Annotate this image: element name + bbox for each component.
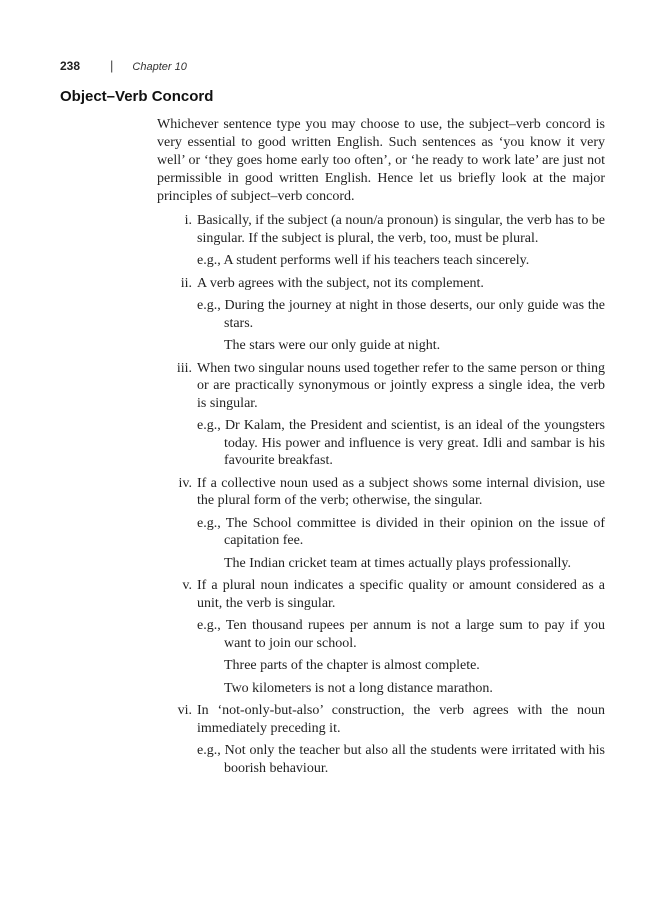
- rule-numeral: vi.: [177, 703, 192, 718]
- page-number: 238: [60, 59, 81, 73]
- running-header: [60, 58, 187, 74]
- header-separator: |: [110, 58, 114, 73]
- rule-text: A verb agrees with the subject, not its complement.: [197, 275, 484, 291]
- rule-item: [168, 360, 605, 470]
- rule-example: e.g., The School committee is divided in their opinion on the issue of capitation fee.: [197, 515, 605, 548]
- rule-example-continued: The Indian cricket team at times actually plays professionally.: [224, 555, 572, 571]
- rule-example-continued: Three parts of the chapter is almost complete.: [224, 658, 480, 673]
- rule-item: [168, 275, 605, 355]
- section-title: Object–Verb Concord: [60, 88, 214, 105]
- rule-example-continued: The stars were our only guide at night.: [224, 338, 441, 353]
- rule-example: e.g., A student performs well if his teachers teach sincerely.: [197, 253, 530, 268]
- rule-example: e.g., During the journey at night in those deserts, our only guide was the stars.: [197, 298, 605, 331]
- rule-numeral: ii.: [180, 275, 192, 291]
- rule-text: If a collective noun used as a subject shows some internal division, use the plural form of the verb; otherwise, the singular.: [197, 475, 605, 508]
- rule-numeral: iv.: [178, 475, 192, 491]
- rule-text: When two singular nouns used together refer to the same person or thing or are practically synonymous or jointly express a single idea, the verb is singular.: [197, 360, 605, 411]
- rule-item: [168, 702, 605, 777]
- rule-numeral: iii.: [176, 360, 192, 376]
- rule-example: e.g., Not only the teacher but also all the students were irritated with his boorish behaviour.: [197, 743, 605, 776]
- chapter-label: Chapter 10: [132, 61, 187, 73]
- rule-item: [168, 475, 605, 573]
- rule-numeral: v.: [182, 578, 192, 593]
- rule-text: Basically, if the subject (a noun/a pronoun) is singular, the verb has to be singular. If the subject is plural, the verb, too, must be plural.: [197, 213, 605, 246]
- rule-example-continued: Two kilometers is not a long distance marathon.: [224, 680, 493, 696]
- rule-example: e.g., Ten thousand rupees per annum is not a large sum to pay if you want to join our school.: [197, 618, 605, 651]
- rule-text: In ‘not-only-but-also’ construction, the verb agrees with the noun immediately preceding it.: [197, 703, 605, 736]
- rule-item: [168, 212, 605, 270]
- rules-list: [168, 212, 605, 777]
- rule-text: If a plural noun indicates a specific quality or amount considered as a unit, the verb is singular.: [197, 578, 605, 611]
- rule-numeral: i.: [184, 213, 192, 228]
- intro-paragraph: Whichever sentence type you may choose to use, the subject–verb concord is very essential to good written English. Such sentences as ‘you know it very well’ or ‘they goes home early too often’, or ‘he ready to work late’ are just not permissible in good written English. Hence let us briefly look at the major principles of subject–verb concord.: [157, 117, 605, 204]
- rule-example: e.g., Dr Kalam, the President and scientist, is an ideal of the youngsters today. His power and influence is very great. Idli and sambar is his favourite breakfast.: [197, 418, 605, 468]
- rule-item: [168, 577, 605, 697]
